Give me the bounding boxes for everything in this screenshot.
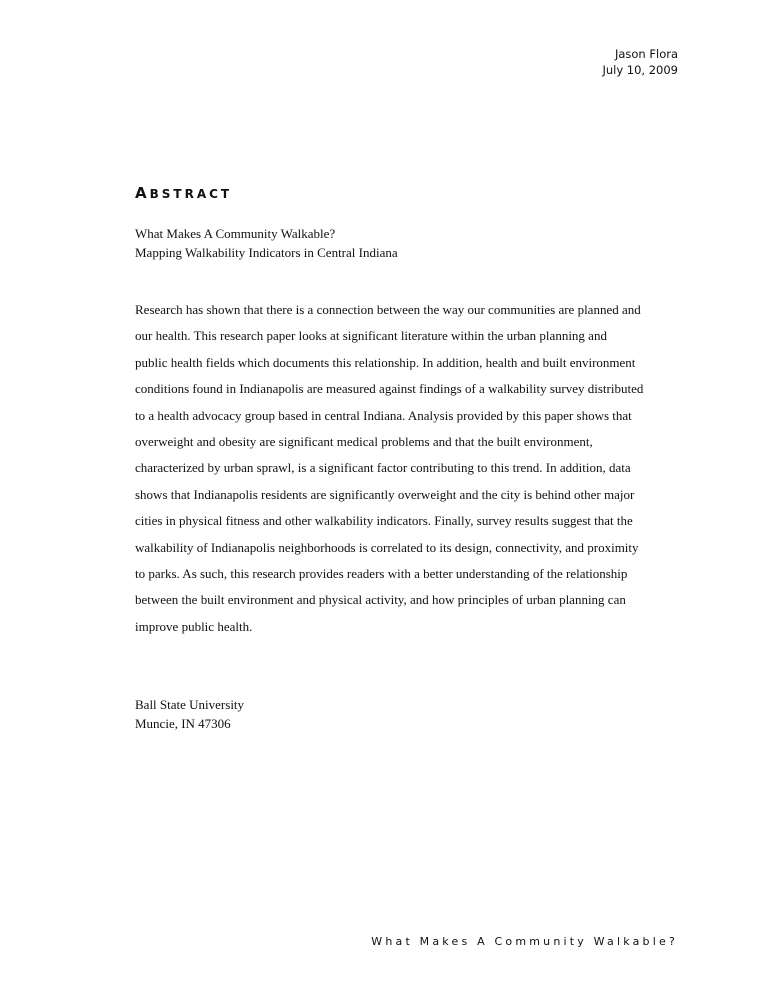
institution-city: Muncie, IN 47306 [135, 716, 231, 731]
author-name: Jason Flora [614, 47, 678, 61]
abstract-line: improve public health. [135, 618, 253, 634]
abstract-line: shows that Indianapolis residents are significantly overweight and the city is behind other major [135, 486, 635, 502]
header-meta [602, 46, 678, 78]
abstract-line: walkability of Indianapolis neighborhoods is correlated to its design, connectivity, and proximity [135, 539, 639, 555]
abstract-line: cities in physical fitness and other walkability indicators. Finally, survey results suggest that the [135, 513, 633, 529]
abstract-line: conditions found in Indianapolis are measured against findings of a walkability survey distributed [135, 381, 644, 397]
abstract-line: between the built environment and physical activity, and how principles of urban planning can [135, 592, 626, 608]
abstract-line: overweight and obesity are significant medical problems and that the built environment, [135, 434, 593, 450]
abstract-body [135, 297, 683, 640]
paper-title [135, 224, 398, 262]
abstract-line: public health fields which documents this relationship. In addition, health and built environment [135, 354, 636, 370]
abstract-line: to parks. As such, this research provides readers with a better understanding of the relationship [135, 566, 628, 582]
document-date: July 10, 2009 [602, 63, 678, 77]
abstract-line: to a health advocacy group based in central Indiana. Analysis provided by this paper shows that [135, 407, 632, 423]
institution-address [135, 695, 244, 733]
section-heading-abstract [135, 184, 232, 202]
abstract-line: Research has shown that there is a connection between the way our communities are planned and [135, 302, 641, 317]
paper-title-line-1: What Makes A Community Walkable? [135, 226, 336, 241]
paper-subtitle: Mapping Walkability Indicators in Central Indiana [135, 245, 398, 260]
abstract-line: characterized by urban sprawl, is a significant factor contributing to this trend. In addition, data [135, 460, 631, 476]
section-heading-rest: BSTRACT [149, 187, 233, 201]
section-heading-initial: A [135, 184, 150, 202]
abstract-line: our health. This research paper looks at significant literature within the urban planning and [135, 328, 607, 344]
running-footer-title: What Makes A Community Walkable? [371, 935, 678, 948]
institution-name: Ball State University [135, 697, 245, 712]
